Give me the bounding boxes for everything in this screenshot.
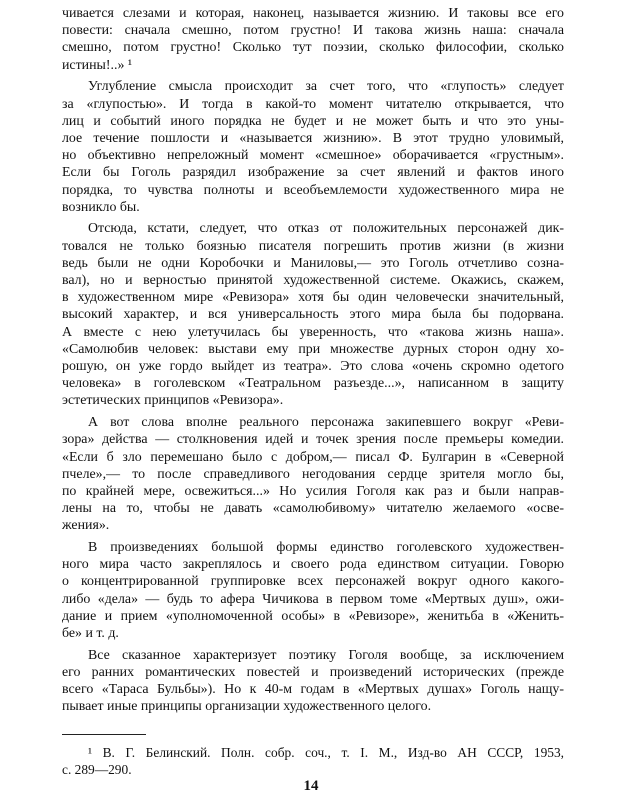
text-line: Все сказанное характеризует поэтику Гоголя вообще, за исключением: [88, 647, 564, 663]
text-line: лиц и событий иного порядка не будет и не может быть и что это уны-: [62, 113, 564, 129]
text-line: бе» и т. д.: [62, 626, 119, 641]
text-line: А вместе с нею улетучилась бы уверенность, что «такова жизнь наша».: [62, 324, 564, 340]
text-line: истины!..» ¹: [62, 57, 133, 73]
text-line: ного мира часто закреплялось и своего рода единством ситуации. Говорю: [62, 557, 564, 573]
text-line: Углубление смысла происходит за счет того, что «глупость» следует: [88, 79, 564, 95]
text-line: «Если б зло перемешано было с добром,— писал Ф. Булгарин в «Северной: [62, 449, 564, 465]
text-line: зора» действа — столкновения идей и точек зрения после премьеры комедии.: [62, 432, 564, 448]
text-line: товался не только боязнью писателя погрешить против жизни (в жизни: [62, 238, 564, 254]
page-number: 14: [303, 778, 319, 794]
text-line: В произведениях большой формы единство гоголевского художествен-: [88, 540, 564, 555]
text-line: рошую, он уже гордо выйдет из театра». Это слова «очень скромно одетого: [62, 359, 564, 374]
text-line: повести: сначала смешно, потом грустно! И такова жизнь наша: сначала: [62, 23, 564, 39]
text-line: вал), но и верностью принятой художественной системе. Окажись, скажем,: [62, 273, 564, 288]
footnote-line: ¹ В. Г. Белинский. Полн. собр. соч., т. I. М., Изд-во АН СССР, 1953,: [88, 745, 564, 760]
text-line: жения».: [62, 518, 110, 534]
text-line: «Самолюбив человек: выстави ему при множестве дурных сторон одну хо-: [62, 341, 564, 357]
text-line: порядка, то чувства полноты и всеобъемлемости художественного мира не: [62, 182, 564, 198]
text-line: всего «Тараса Бульбы»). Но к 40-м годам в «Мертвых душах» Гоголь нащу-: [62, 682, 564, 698]
footnote-line: с. 289—290.: [62, 762, 132, 777]
text-line: смешно, потом грустно! Сколько тут поэзии, сколько философии, сколько: [62, 40, 564, 56]
text-line: высокий характер, и вся универсальность этого мира была бы подорвана.: [62, 307, 564, 323]
text-line: но объективно непреложный момент «смешное» оборачивается «грустным».: [62, 148, 564, 164]
text-line: его ранних романтических повестей и произведений исторических (прежде: [62, 664, 564, 680]
text-line: возникло бы.: [62, 199, 140, 215]
text-line: в художественном мире «Ревизора» хотя бы один человечески значительный,: [62, 290, 564, 306]
text-line: пчеле»,— то после справедливого негодования сердце зрителя могло бы,: [62, 466, 564, 482]
text-line: либо «дела» — будь то афера Чичикова в первом томе «Мертвых душ», ожи-: [62, 591, 564, 607]
text-line: лены на то, чтобы не давать «самолюбивому» читателю желаемого «осве-: [62, 501, 564, 517]
text-line: Отсюда, кстати, следует, что отказ от положительных персонажей дик-: [88, 221, 564, 237]
text-line: человека» в гоголевском «Театральном разъезде...», написанном в защиту: [62, 376, 564, 392]
footnote-divider: [62, 734, 146, 735]
text-line: чивается слезами и которая, наконец, называется жизнию. И таковы все его: [62, 6, 564, 21]
text-line: ведь были не одни Коробочки и Маниловы,— это Гоголь отчетливо созна-: [62, 255, 564, 271]
text-line: эстетических принципов «Ревизора».: [62, 393, 284, 409]
text-line: А вот слова вполне реального персонажа закипевшего вокруг «Реви-: [88, 415, 564, 431]
text-line: дание и прием «уполномоченной особы» в «Ревизоре», женитьба в «Женить-: [62, 608, 564, 624]
text-line: лое течение пошлости и «называется жизнию». В этот трудно уловимый,: [62, 130, 564, 146]
text-line: о концентрированной группировке всех персонажей вокруг одного какого-: [62, 574, 564, 590]
text-line: по крайней мере, освежиться...» Но усилия Гоголя как раз и были направ-: [62, 483, 564, 499]
text-line: за «глупостью». И тогда в какой-то момент читателю открывается, что: [62, 96, 564, 112]
text-line: Если бы Гоголь разрядил изображение за счет явлений и фактов иного: [62, 165, 564, 181]
text-line: пывает иные принципы организации художественного целого.: [62, 699, 432, 715]
